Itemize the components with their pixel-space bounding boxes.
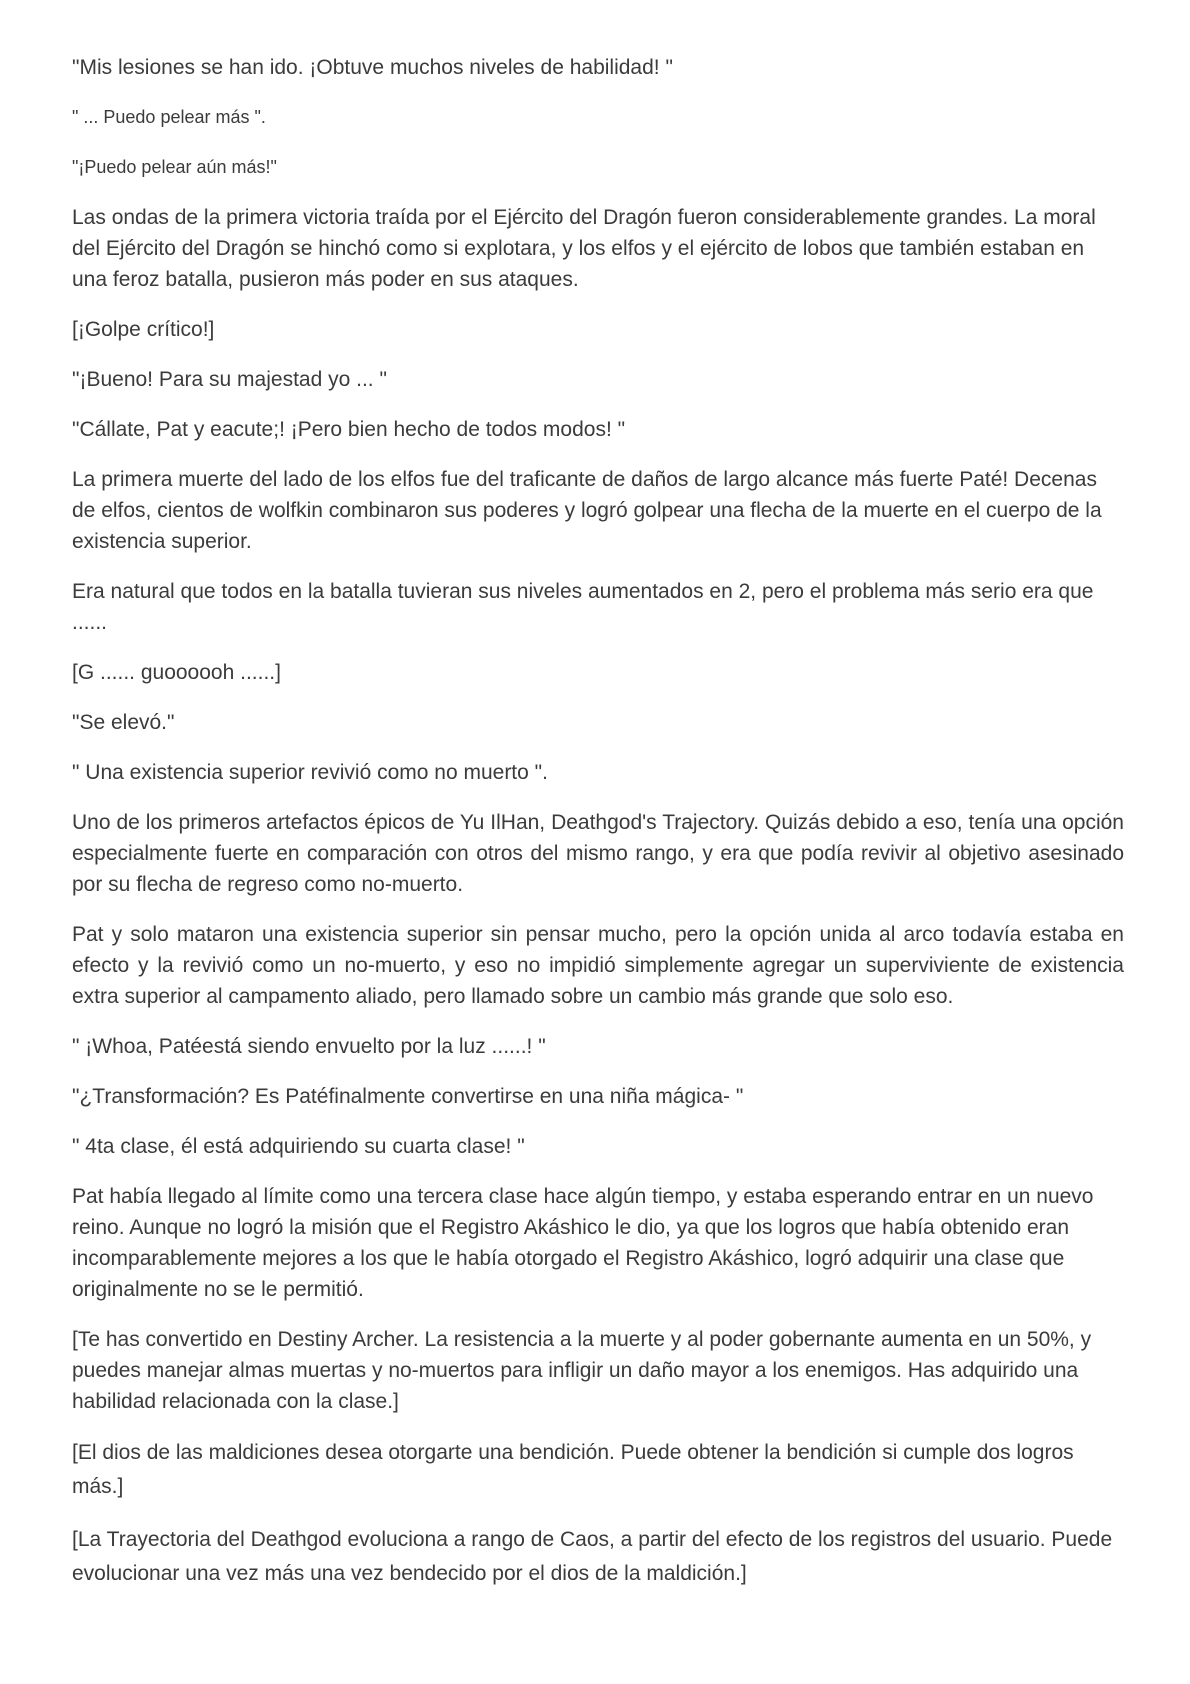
paragraph-19: [Te has convertido en Destiny Archer. La resistencia a la muerte y al poder gobernante aumenta en un 50%, y puedes manejar almas muertas y no-muertos para infligir un daño mayor a los enemigos. Has adquirido una habilidad relacionada con la clase.] — [72, 1328, 1092, 1413]
paragraph-11: "Se elevó." — [72, 711, 175, 734]
paragraph-9: Era natural que todos en la batalla tuvieran sus niveles aumentados en 2, pero el problema más serio era que ...... — [72, 580, 1094, 634]
paragraph-20: [El dios de las maldiciones desea otorgarte una bendición. Puede obtener la bendición si cumple dos logros más.] — [72, 1441, 1074, 1498]
paragraph-10: [G ...... guoooooh ......] — [72, 661, 281, 684]
paragraph-15: " ¡Whoa, Patéestá siendo envuelto por la luz ......! " — [72, 1035, 546, 1058]
paragraph-6: "¡Bueno! Para su majestad yo ... " — [72, 368, 387, 391]
paragraph-17: " 4ta clase, él está adquiriendo su cuarta clase! " — [72, 1135, 525, 1158]
paragraph-3: "¡Puedo pelear aún más!" — [72, 157, 277, 177]
paragraph-14: Pat y solo mataron una existencia superior sin pensar mucho, pero la opción unida al arco todavía estaba en efecto y la revivió como un no-muerto, y eso no impidió simplemente agregar un superviviente de existencia extra superior al campamento aliado, pero llamado sobre un cambio más grande que solo eso. — [72, 923, 1124, 1008]
paragraph-2: " ... Puedo pelear más ". — [72, 107, 266, 127]
paragraph-1: "Mis lesiones se han ido. ¡Obtuve muchos niveles de habilidad! " — [72, 56, 673, 79]
paragraph-12: " Una existencia superior revivió como no muerto ". — [72, 761, 548, 784]
paragraph-7: "Cállate, Pat y eacute;! ¡Pero bien hecho de todos modos! " — [72, 418, 626, 441]
paragraph-8: La primera muerte del lado de los elfos fue del traficante de daños de largo alcance más fuerte Paté! Decenas de elfos, cientos de wolfkin combinaron sus poderes y logró golpear una flecha de la muerte en el cuerpo de la existencia superior. — [72, 468, 1102, 553]
document-page — [72, 52, 1124, 1610]
paragraph-5: [¡Golpe crítico!] — [72, 318, 215, 341]
paragraph-13: Uno de los primeros artefactos épicos de Yu IlHan, Deathgod's Trajectory. Quizás debido a eso, tenía una opción especialmente fuerte en comparación con otros del mismo rango, y era que podía revivir al objetivo asesinado por su flecha de regreso como no-muerto. — [72, 811, 1124, 896]
paragraph-16: "¿Transformación? Es Patéfinalmente convertirse en una niña mágica- " — [72, 1085, 744, 1108]
paragraph-18: Pat había llegado al límite como una tercera clase hace algún tiempo, y estaba esperando entrar en un nuevo reino. Aunque no logró la misión que el Registro Akáshico le dio, ya que los logros que había obtenido eran incomparablemente mejores a los que le había otorgado el Registro Akáshico, logró adquirir una clase que originalmente no se le permitió. — [72, 1185, 1094, 1301]
paragraph-4: Las ondas de la primera victoria traída por el Ejército del Dragón fueron considerablemente grandes. La moral del Ejército del Dragón se hinchó como si explotara, y los elfos y el ejército de lobos que también estaban en una feroz batalla, pusieron más poder en sus ataques. — [72, 206, 1096, 291]
paragraph-21: [La Trayectoria del Deathgod evoluciona a rango de Caos, a partir del efecto de los registros del usuario. Puede evolucionar una vez más una vez bendecido por el dios de la maldición.] — [72, 1528, 1113, 1585]
